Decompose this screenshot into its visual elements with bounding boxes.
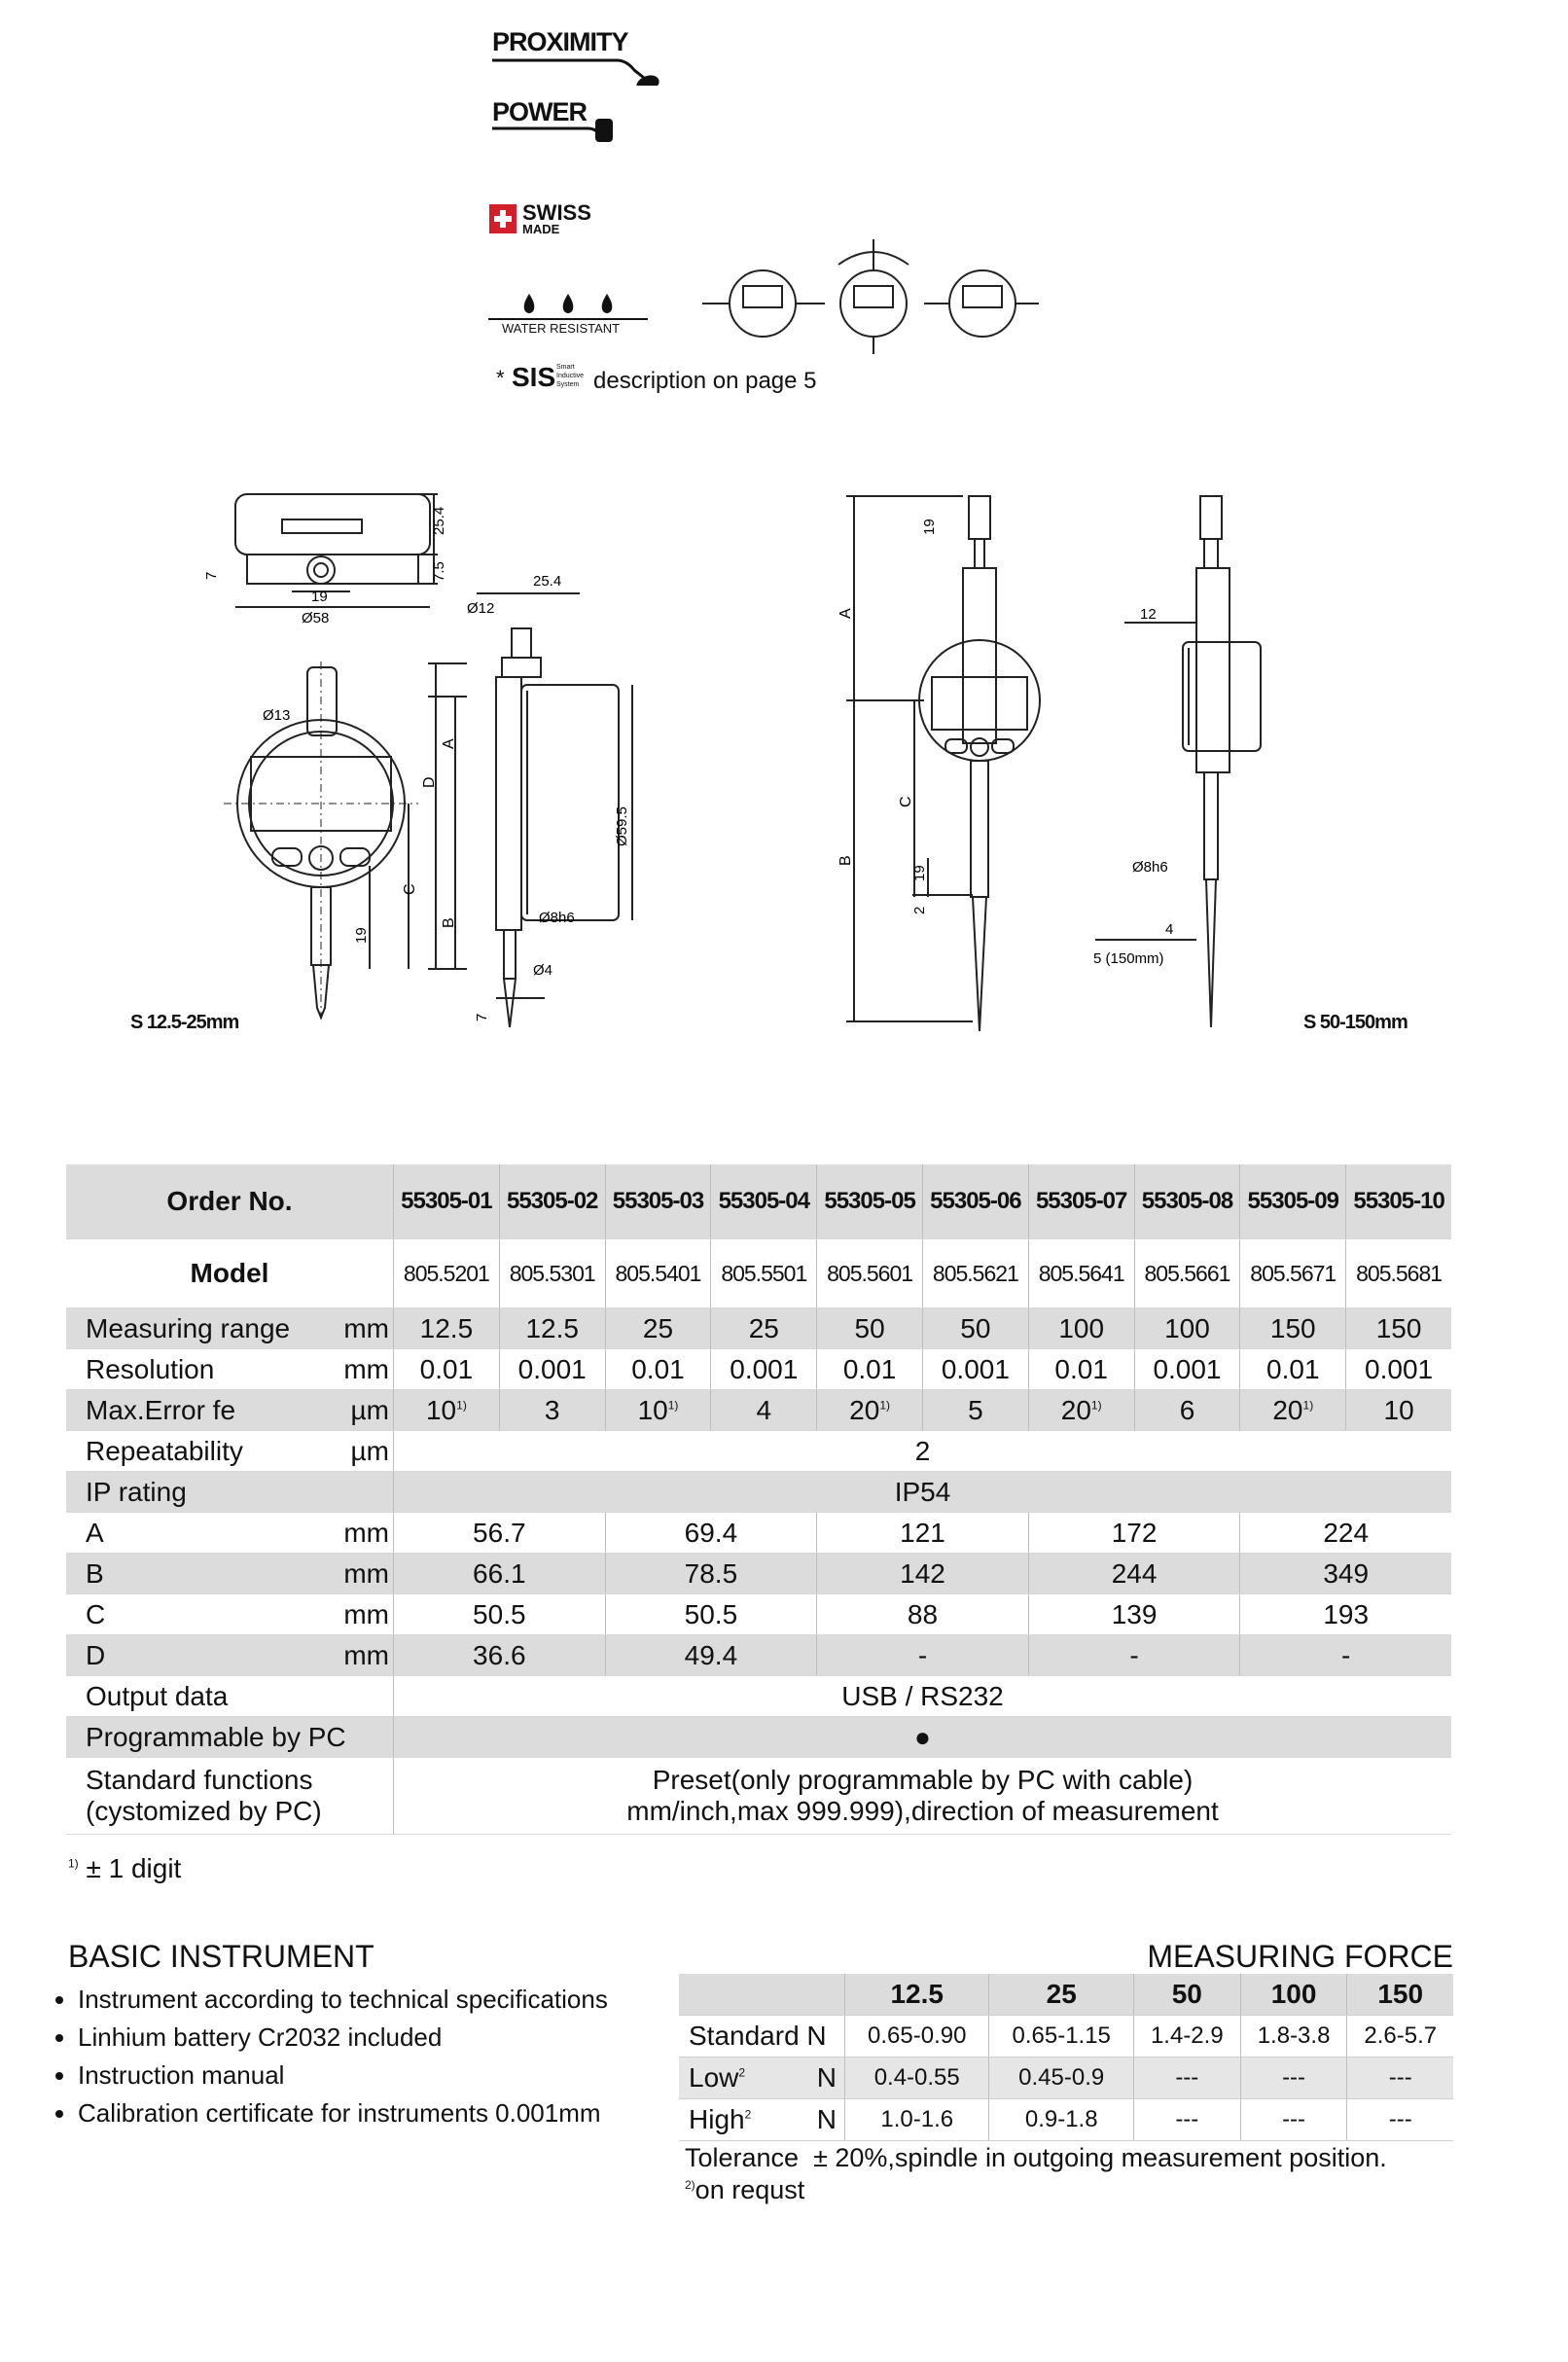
footnote-mark: 1) <box>667 1398 679 1413</box>
d-value: - <box>1240 1635 1451 1676</box>
force-row-unit: N <box>816 2104 837 2134</box>
error-value: 6 <box>1134 1390 1240 1431</box>
proximity-label: PROXIMITY <box>492 27 628 56</box>
c-value: 88 <box>817 1594 1029 1635</box>
dim-58: Ø58 <box>302 610 330 626</box>
tolerance-note: Tolerance ± 20%,spindle in outgoing measurement position. <box>685 2143 1387 2172</box>
resolution-value: 0.01 <box>394 1349 500 1390</box>
basic-instrument-title: BASIC INSTRUMENT <box>68 1939 374 1974</box>
force-row-high <box>679 2099 1453 2141</box>
dim-7-5: 7.5 <box>431 561 447 582</box>
model-no: 805.5501 <box>711 1239 817 1308</box>
swiss-cross-icon <box>489 204 517 233</box>
range-value: 50 <box>922 1308 1028 1349</box>
a-value: 56.7 <box>394 1513 606 1554</box>
footnote <box>68 1853 181 1884</box>
model-no: 805.5401 <box>605 1239 711 1308</box>
dim-19-top: 19 <box>311 589 328 605</box>
resolution-value: 0.01 <box>817 1349 923 1390</box>
basic-instrument-list <box>58 1981 700 2132</box>
sis-note <box>496 362 817 397</box>
range-value: 12.5 <box>499 1308 605 1349</box>
force-row-unit: N <box>816 2062 837 2093</box>
dim-b: B <box>441 917 457 928</box>
list-item: • Instrument according to technical specifications <box>78 1981 700 2019</box>
d-value: - <box>817 1635 1029 1676</box>
dim-a-row <box>66 1513 1451 1554</box>
force-value: --- <box>1240 2099 1347 2141</box>
list-item: • Instruction manual <box>78 2057 700 2094</box>
swiss-label: SWISS <box>522 200 591 225</box>
programmable-row <box>66 1717 1451 1758</box>
order-no: 55305-05 <box>817 1164 923 1239</box>
repeatability-label: Repeatability <box>66 1431 339 1472</box>
note-mark: 2) <box>685 2178 695 2192</box>
force-row-label: Standard <box>689 2021 800 2051</box>
dim-d: D <box>421 776 438 788</box>
c-unit: mm <box>339 1594 394 1635</box>
dim-4: Ø4 <box>533 962 553 979</box>
error-value: 20$^{1)}$ <box>817 1390 923 1431</box>
error-label: Max.Error fe <box>66 1390 339 1431</box>
range-value: 150 <box>1240 1308 1346 1349</box>
range-value: 100 <box>1134 1308 1240 1349</box>
force-value: 0.65-1.15 <box>989 2016 1133 2058</box>
sis-star: * <box>496 366 505 390</box>
force-value: 0.45-0.9 <box>989 2058 1133 2099</box>
footnote-mark: 1) <box>68 1856 79 1871</box>
c-value: 139 <box>1028 1594 1240 1635</box>
r-dim-2: 2 <box>911 906 928 914</box>
drawing-large-range <box>827 477 1430 1051</box>
c-value: 50.5 <box>605 1594 817 1635</box>
range-unit: mm <box>339 1308 394 1349</box>
order-no: 55305-09 <box>1240 1164 1346 1239</box>
footnote-text: ± 1 digit <box>86 1853 182 1883</box>
range-value: 12.5 <box>394 1308 500 1349</box>
a-value: 224 <box>1240 1513 1451 1554</box>
dim-25-4-top: 25.4 <box>431 506 447 535</box>
b-value: 78.5 <box>605 1554 817 1594</box>
dim-13: Ø13 <box>263 707 291 724</box>
range-value: 50 <box>817 1308 923 1349</box>
dim-b-row <box>66 1554 1451 1594</box>
b-value: 349 <box>1240 1554 1451 1594</box>
force-value: --- <box>1133 2099 1240 2141</box>
force-value: 0.4-0.55 <box>845 2058 989 2099</box>
b-value: 66.1 <box>394 1554 606 1594</box>
error-row <box>66 1390 1451 1431</box>
model-no: 805.5621 <box>922 1239 1028 1308</box>
dim-8h6: Ø8h6 <box>539 910 575 926</box>
power-plug-icon <box>490 97 626 146</box>
force-value: 1.8-3.8 <box>1240 2016 1347 2058</box>
resolution-value: 0.001 <box>922 1349 1028 1390</box>
a-unit: mm <box>339 1513 394 1554</box>
force-row-label: Low <box>689 2062 739 2093</box>
error-value: 3 <box>499 1390 605 1431</box>
model-row <box>66 1239 1451 1308</box>
a-value: 121 <box>817 1513 1029 1554</box>
model-no: 805.5601 <box>817 1239 923 1308</box>
functions-value <box>394 1758 1452 1835</box>
force-value: --- <box>1347 2058 1453 2099</box>
power-label: POWER <box>492 97 588 126</box>
output-value: USB / RS232 <box>394 1676 1452 1717</box>
repeatability-value: 2 <box>394 1431 1452 1472</box>
footnote-mark: 1) <box>879 1398 890 1413</box>
error-unit: µm <box>339 1390 394 1431</box>
dim-7-top: 7 <box>203 571 220 580</box>
r-dim-4: 4 <box>1165 921 1174 938</box>
proximity-plug-icon <box>490 27 665 86</box>
model-no: 805.5671 <box>1240 1239 1346 1308</box>
functions-value-line2: mm/inch,max 999.999),direction of measurement <box>626 1796 1219 1826</box>
range-value: 25 <box>711 1308 817 1349</box>
ip-value: IP54 <box>394 1472 1452 1513</box>
r-dim-19-top: 19 <box>921 519 938 535</box>
dim-c: C <box>402 883 418 895</box>
resolution-row <box>66 1349 1451 1390</box>
water-resistant-badge <box>486 290 652 339</box>
a-value: 172 <box>1028 1513 1240 1554</box>
ip-row <box>66 1472 1451 1513</box>
force-col-header: 100 <box>1240 1974 1347 2016</box>
force-row-standard <box>679 2016 1453 2058</box>
on-request-note <box>685 2175 804 2205</box>
sis-small-1: Smart <box>556 364 575 371</box>
range-label: Measuring range <box>66 1308 339 1349</box>
force-col-header: 25 <box>989 1974 1133 2016</box>
dim-25-4-side: 25.4 <box>533 573 562 590</box>
resolution-value: 0.001 <box>1134 1349 1240 1390</box>
order-no: 55305-02 <box>499 1164 605 1239</box>
d-value: 36.6 <box>394 1635 606 1676</box>
b-value: 244 <box>1028 1554 1240 1594</box>
r-dim-c: C <box>898 796 914 807</box>
r-dim-8h6: Ø8h6 <box>1132 859 1168 876</box>
order-label: Order No. <box>66 1164 394 1239</box>
error-value: 20$^{1)}$ <box>1028 1390 1134 1431</box>
force-row-note: 2 <box>738 2065 746 2080</box>
caption-small-range: S 12.5-25mm <box>130 1012 239 1033</box>
dim-c-row <box>66 1594 1451 1635</box>
resolution-value: 0.001 <box>499 1349 605 1390</box>
force-value: 1.0-1.6 <box>845 2099 989 2141</box>
resolution-value: 0.01 <box>605 1349 711 1390</box>
range-value: 150 <box>1346 1308 1451 1349</box>
order-no: 55305-01 <box>394 1164 500 1239</box>
force-col-header: 12.5 <box>845 1974 989 2016</box>
error-value: 10$^{1)}$ <box>394 1390 500 1431</box>
water-drops-icon <box>486 290 652 321</box>
order-no: 55305-04 <box>711 1164 817 1239</box>
order-no: 55305-10 <box>1346 1164 1451 1239</box>
order-row <box>66 1164 1451 1239</box>
dim-a: A <box>441 738 457 749</box>
force-row-unit: N <box>806 2021 827 2051</box>
d-label: D <box>66 1635 339 1676</box>
force-value: 0.9-1.8 <box>989 2099 1133 2141</box>
power-badge <box>490 97 626 146</box>
functions-label-line1: Standard functions <box>86 1765 313 1795</box>
resolution-label: Resolution <box>66 1349 339 1390</box>
b-label: B <box>66 1554 339 1594</box>
resolution-unit: mm <box>339 1349 394 1390</box>
sis-small-3: System <box>556 381 580 388</box>
r-dim-19-mid: 19 <box>911 865 928 881</box>
b-value: 142 <box>817 1554 1029 1594</box>
dim-12: Ø12 <box>467 600 495 617</box>
error-value: 10$^{1)}$ <box>605 1390 711 1431</box>
functions-label-line2: (cystomized by PC) <box>86 1796 322 1826</box>
force-header-row <box>679 1974 1453 2016</box>
r-dim-a: A <box>837 608 854 619</box>
functions-label <box>66 1758 394 1835</box>
force-col-header: 50 <box>1133 1974 1240 2016</box>
list-item: • Linhium battery Cr2032 included <box>78 2019 700 2057</box>
repeatability-row <box>66 1431 1451 1472</box>
range-value: 25 <box>605 1308 711 1349</box>
error-value: 5 <box>922 1390 1028 1431</box>
output-row <box>66 1676 1451 1717</box>
order-no: 55305-03 <box>605 1164 711 1239</box>
model-no: 805.5201 <box>394 1239 500 1308</box>
footnote-mark: 1) <box>1090 1398 1102 1413</box>
resolution-value: 0.001 <box>1346 1349 1451 1390</box>
orientation-illustration <box>693 230 1043 356</box>
programmable-label: Programmable by PC <box>66 1717 394 1758</box>
force-value: --- <box>1240 2058 1347 2099</box>
water-resistant-label: WATER RESISTANT <box>502 321 621 336</box>
force-table <box>679 1974 1453 2141</box>
output-label: Output data <box>66 1676 339 1717</box>
force-value: 1.4-2.9 <box>1133 2016 1240 2058</box>
ip-label: IP rating <box>66 1472 339 1513</box>
resolution-value: 0.01 <box>1240 1349 1346 1390</box>
r-dim-5: 5 (150mm) <box>1093 950 1164 967</box>
resolution-value: 0.01 <box>1028 1349 1134 1390</box>
note-text: on requst <box>695 2175 805 2204</box>
error-value: 20$^{1)}$ <box>1240 1390 1346 1431</box>
list-item: • Calibration certificate for instruments 0.001mm <box>78 2094 700 2132</box>
footnote-mark: 1) <box>456 1398 467 1413</box>
force-row-label: High <box>689 2104 745 2134</box>
range-row <box>66 1308 1451 1349</box>
sis-logo: SIS <box>512 362 556 392</box>
force-value: 0.65-0.90 <box>845 2016 989 2058</box>
model-no: 805.5641 <box>1028 1239 1134 1308</box>
force-value: --- <box>1133 2058 1240 2099</box>
d-value: - <box>1028 1635 1240 1676</box>
force-row-note: 2 <box>744 2107 752 2122</box>
caption-large-range: S 50-150mm <box>1303 1012 1408 1033</box>
model-label: Model <box>66 1239 394 1308</box>
error-value: 4 <box>711 1390 817 1431</box>
force-row-low <box>679 2058 1453 2099</box>
order-no: 55305-07 <box>1028 1164 1134 1239</box>
order-no: 55305-08 <box>1134 1164 1240 1239</box>
dim-7-bottom: 7 <box>474 1013 490 1021</box>
range-value: 100 <box>1028 1308 1134 1349</box>
measuring-force-title: MEASURING FORCE <box>1147 1939 1453 1974</box>
swiss-made-badge <box>489 202 625 235</box>
model-no: 805.5681 <box>1346 1239 1451 1308</box>
b-unit: mm <box>339 1554 394 1594</box>
proximity-badge <box>490 27 665 86</box>
sis-small-2: Inductive <box>556 373 585 379</box>
c-value: 193 <box>1240 1594 1451 1635</box>
force-value: --- <box>1347 2099 1453 2141</box>
drawing-small-range <box>126 477 730 1051</box>
functions-row <box>66 1758 1451 1835</box>
a-value: 69.4 <box>605 1513 817 1554</box>
made-label: MADE <box>522 222 560 236</box>
order-no: 55305-06 <box>922 1164 1028 1239</box>
d-unit: mm <box>339 1635 394 1676</box>
force-col-header: 150 <box>1347 1974 1453 2016</box>
dim-d-row <box>66 1635 1451 1676</box>
a-label: A <box>66 1513 339 1554</box>
spec-table <box>66 1164 1451 1835</box>
sis-description: description on page 5 <box>593 368 817 394</box>
model-no: 805.5301 <box>499 1239 605 1308</box>
dim-59-5: Ø59.5 <box>614 806 630 846</box>
force-value: 2.6-5.7 <box>1347 2016 1453 2058</box>
footnote-mark: 1) <box>1302 1398 1314 1413</box>
repeatability-unit: µm <box>339 1431 394 1472</box>
r-dim-12: 12 <box>1140 606 1157 623</box>
programmable-value: ● <box>394 1717 1452 1758</box>
r-dim-b: B <box>837 855 854 866</box>
dim-19-front: 19 <box>353 927 370 944</box>
model-no: 805.5661 <box>1134 1239 1240 1308</box>
d-value: 49.4 <box>605 1635 817 1676</box>
c-value: 50.5 <box>394 1594 606 1635</box>
c-label: C <box>66 1594 339 1635</box>
error-value: 10 <box>1346 1390 1451 1431</box>
functions-value-line1: Preset(only programmable by PC with cable) <box>652 1765 1194 1795</box>
resolution-value: 0.001 <box>711 1349 817 1390</box>
